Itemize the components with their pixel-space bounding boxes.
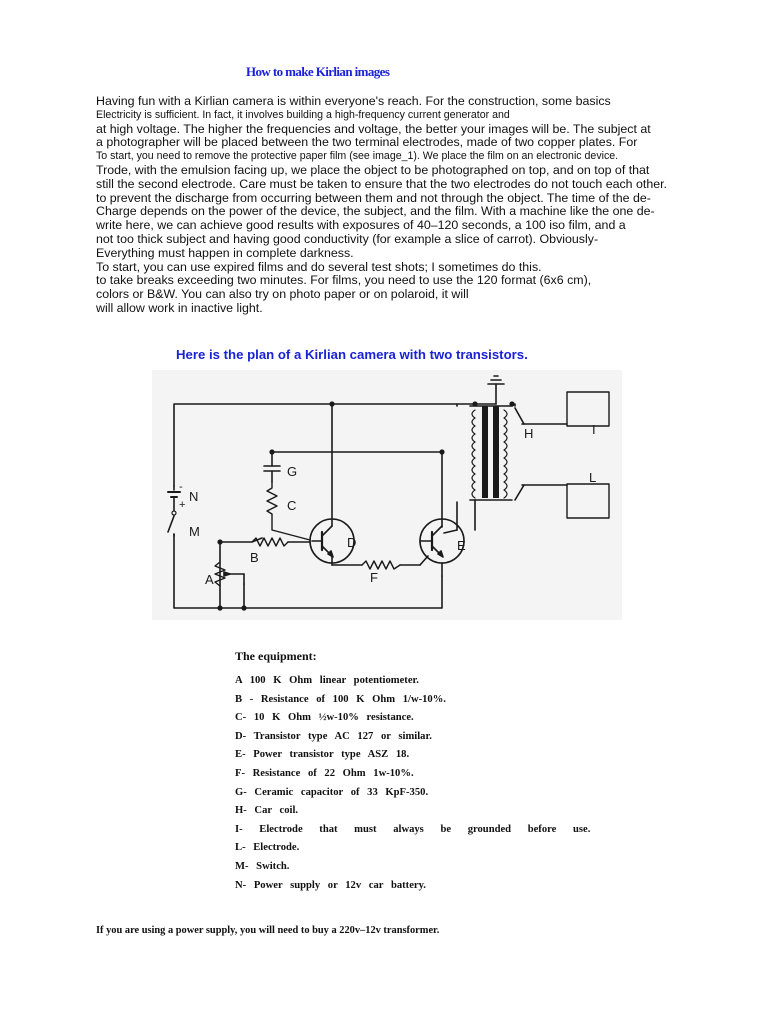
intro-line: at high voltage. The higher the frequencies and voltage, the better your images will be. The subject at — [96, 121, 651, 136]
equipment-item: C- 10 K Ohm ½w-10% resistance. — [235, 712, 414, 724]
intro-line: to take breaks exceeding two minutes. For films, you need to use the 120 format (6x6 cm), — [96, 273, 592, 288]
intro-line: Charge depends on the power of the device, the subject, and the film. With a machine like the one de- — [96, 204, 655, 219]
intro-line: a photographer will be placed between the two terminal electrodes, made of two copper plates. For — [96, 135, 638, 150]
label-l: L — [589, 470, 597, 485]
label-a: A — [205, 572, 214, 587]
plan-heading: Here is the plan of a Kirlian camera with two transistors. — [176, 347, 528, 362]
intro-line: Electricity is sufficient. In fact, it involves building a high-frequency current generator and — [96, 108, 510, 121]
intro-paragraph — [96, 95, 711, 316]
intro-line: colors or B&W. You can also try on photo paper or on polaroid, it will — [96, 287, 469, 302]
ground-symbol — [488, 376, 504, 404]
footer-note: If you are using a power supply, you will need to buy a 220v–12v transformer. — [96, 925, 440, 936]
intro-line: Everything must happen in complete darkness. — [96, 245, 354, 260]
label-minus: - — [179, 481, 183, 493]
label-i: I — [592, 422, 596, 437]
electrode-i — [567, 392, 609, 426]
intro-line: Trode, with the emulsion facing up, we place the object to be photographed on top, and on top of that — [96, 162, 650, 177]
label-m: M — [189, 524, 200, 539]
circuit-diagram — [152, 370, 622, 620]
capacitor-g — [264, 452, 280, 482]
junction-dots — [217, 401, 514, 610]
equipment-item: L- Electrode. — [235, 842, 300, 854]
intro-line: write here, we can achieve good results with exposures of 40–120 seconds, a 100 iso film, and a — [96, 218, 626, 233]
switch-m — [168, 511, 176, 536]
label-n: N — [189, 489, 199, 504]
intro-line: will allow work in inactive light. — [96, 300, 263, 315]
equipment-item: B - Resistance of 100 K Ohm 1/w-10%. — [235, 693, 446, 705]
equipment-item: D- Transistor type AC 127 or similar. — [235, 730, 432, 742]
equipment-list — [235, 672, 615, 895]
label-b: B — [250, 550, 259, 565]
label-d: D — [347, 535, 357, 550]
label-e: E — [457, 538, 466, 553]
electrode-l — [567, 484, 609, 518]
equipment-item: G- Ceramic capacitor of 33 KpF-350. — [235, 786, 429, 798]
equipment-item: N- Power supply or 12v car battery. — [235, 879, 426, 891]
equipment-item: F- Resistance of 22 Ohm 1w-10%. — [235, 767, 414, 779]
label-h: H — [524, 426, 534, 441]
label-c: C — [287, 498, 297, 513]
intro-line: To start, you need to remove the protective paper film (see image_1). We place the film on an electronic device. — [96, 150, 619, 163]
document-title: How to make Kirlian images — [246, 64, 390, 79]
resistor-f — [362, 561, 400, 569]
equipment-item: H- Car coil. — [235, 805, 299, 817]
equipment-item: A 100 K Ohm linear potentiometer. — [235, 675, 419, 686]
equipment-item: I- Electrode that must always be grounded before use. — [235, 823, 591, 835]
intro-line: to prevent the discharge from occurring between them and not through the object. The time of the de- — [96, 190, 651, 205]
label-plus: + — [179, 499, 186, 511]
equipment-item: E- Power transistor type ASZ 18. — [235, 749, 410, 761]
intro-line: still the second electrode. Care must be taken to ensure that the two electrodes do not touch each other. — [96, 176, 668, 191]
label-g: G — [287, 464, 298, 479]
intro-line: Having fun with a Kirlian camera is within everyone's reach. For the construction, some basics — [96, 94, 611, 108]
equipment-item: M- Switch. — [235, 860, 290, 872]
equipment-heading: The equipment: — [235, 649, 317, 663]
label-f: F — [370, 570, 378, 585]
car-coil-transformer — [470, 406, 512, 530]
intro-line: not too thick subject and having good conductivity (for example a slice of carrot). Obviously- — [96, 231, 599, 246]
intro-line: To start, you can use expired films and do several test shots; I sometimes do this. — [96, 259, 542, 274]
